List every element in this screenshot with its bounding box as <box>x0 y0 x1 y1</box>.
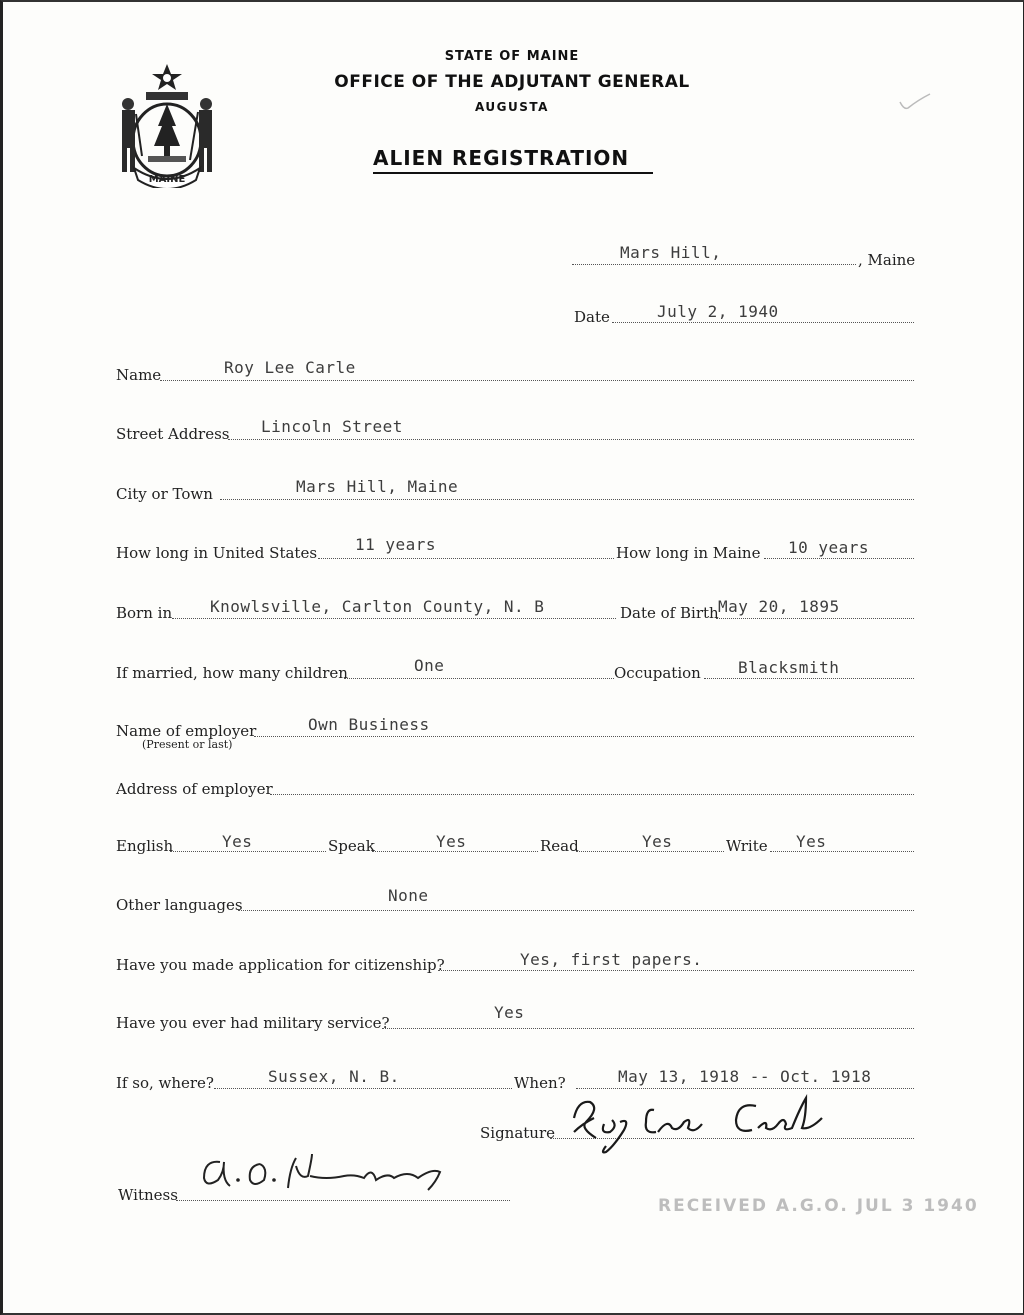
employer-address-label: Address of employer <box>116 780 273 798</box>
svg-text:MAINE: MAINE <box>148 174 186 185</box>
place-line <box>572 264 856 265</box>
other-languages-line <box>238 910 914 911</box>
read-value: Yes <box>642 832 673 851</box>
other-languages-label: Other languages <box>116 896 243 914</box>
how-long-maine-value: 10 years <box>788 538 870 557</box>
name-line <box>160 380 914 381</box>
when-label: When? <box>514 1074 566 1092</box>
english-value: Yes <box>222 832 253 851</box>
english-label: English <box>116 837 174 855</box>
city-town-line <box>220 499 914 500</box>
name-label: Name <box>116 366 162 384</box>
form-title: ALIEN REGISTRATION <box>373 146 653 174</box>
military-label: Have you ever had military service? <box>116 1014 390 1032</box>
handwritten-signature <box>560 1088 860 1158</box>
military-line <box>382 1028 914 1029</box>
date-line <box>612 322 914 323</box>
speak-value: Yes <box>436 832 467 851</box>
citizenship-line <box>438 970 914 971</box>
speak-line <box>372 851 538 852</box>
born-in-value: Knowlsville, Carlton County, N. B <box>210 597 545 616</box>
employer-note: (Present or last) <box>142 738 233 751</box>
maine-suffix-label: , Maine <box>858 251 916 269</box>
where-label: If so, where? <box>116 1074 214 1092</box>
write-label: Write <box>726 837 768 855</box>
occupation-label: Occupation <box>614 664 701 682</box>
office-heading: OFFICE OF THE ADJUTANT GENERAL <box>334 72 690 92</box>
other-languages-value: None <box>388 886 429 905</box>
state-heading: STATE OF MAINE <box>444 49 580 64</box>
pencil-check-mark-icon <box>898 92 932 114</box>
signature-label: Signature <box>480 1124 556 1142</box>
employer-line <box>254 736 914 737</box>
children-value: One <box>414 656 445 675</box>
citizenship-value: Yes, first papers. <box>520 950 703 969</box>
name-value: Roy Lee Carle <box>224 358 356 377</box>
employer-value: Own Business <box>308 715 430 734</box>
occupation-line <box>704 678 914 679</box>
occupation-value: Blacksmith <box>738 658 840 677</box>
when-value: May 13, 1918 -- Oct. 1918 <box>618 1067 872 1086</box>
where-line <box>214 1088 512 1089</box>
city-heading: AUGUSTA <box>475 100 549 114</box>
how-long-maine-label: How long in Maine <box>616 544 761 562</box>
how-long-us-line <box>318 558 614 559</box>
date-value: July 2, 1940 <box>657 302 779 321</box>
place-value: Mars Hill, <box>620 243 722 262</box>
where-value: Sussex, N. B. <box>268 1067 400 1086</box>
how-long-maine-line <box>764 558 914 559</box>
children-label: If married, how many children <box>116 664 348 682</box>
read-line <box>576 851 724 852</box>
street-label: Street Address <box>116 425 230 443</box>
received-stamp: RECEIVED A.G.O. JUL 3 1940 <box>658 1196 979 1216</box>
date-of-birth-label: Date of Birth <box>620 604 719 622</box>
speak-label: Speak <box>328 837 375 855</box>
how-long-us-value: 11 years <box>355 535 437 554</box>
employer-label: Name of employer <box>116 722 257 740</box>
date-of-birth-value: May 20, 1895 <box>718 597 840 616</box>
city-town-value: Mars Hill, Maine <box>296 477 459 496</box>
date-of-birth-line <box>716 618 914 619</box>
military-value: Yes <box>494 1003 525 1022</box>
employer-address-line <box>270 794 914 795</box>
street-line <box>228 439 914 440</box>
born-in-label: Born in <box>116 604 173 622</box>
born-in-line <box>172 618 616 619</box>
citizenship-label: Have you made application for citizenship? <box>116 956 445 974</box>
street-value: Lincoln Street <box>261 417 403 436</box>
english-line <box>170 851 326 852</box>
read-label: Read <box>540 837 579 855</box>
children-line <box>344 678 614 679</box>
date-label: Date <box>574 308 610 326</box>
witness-label: Witness <box>118 1186 178 1204</box>
witness-signature <box>196 1146 466 1202</box>
city-town-label: City or Town <box>116 485 213 503</box>
write-value: Yes <box>796 832 827 851</box>
how-long-us-label: How long in United States <box>116 544 318 562</box>
write-line <box>770 851 914 852</box>
